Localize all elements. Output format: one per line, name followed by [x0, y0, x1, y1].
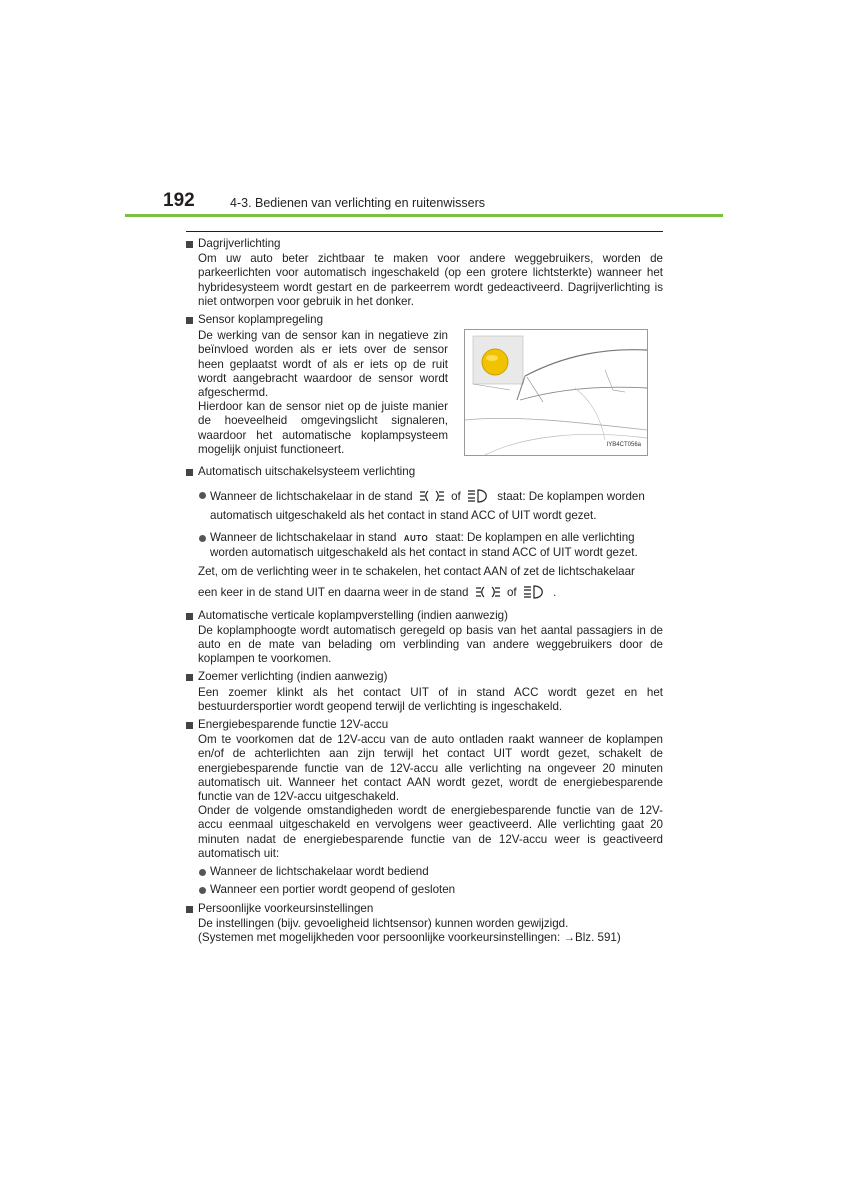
list-item [198, 531, 663, 560]
section-heading: Automatische verticale koplampverstelling (indien aanwezig) [186, 609, 663, 623]
text-line: Zet, om de verlichting weer in te schakelen, het contact AAN of zet de lichtschakelaar [198, 565, 635, 579]
list-item: Wanneer de lichtschakelaar wordt bediend [198, 865, 663, 879]
bullet-text: Wanneer de lichtschakelaar in stand [210, 530, 397, 544]
bullet-text: Wanneer de lichtschakelaar in de stand [210, 490, 413, 504]
section-title: 4-3. Bedienen van verlichting en ruitenwissers [230, 196, 485, 210]
headlight-icon [467, 488, 491, 508]
section-text: Hierdoor kan de sensor niet op de juiste manier de hoeveelheid omgevingslicht signaleren, waardoor het automatische koplampsysteem mogelijk onjuist functioneert. [198, 400, 448, 456]
section-text [198, 584, 663, 604]
section-text: Een zoemer klinkt als het contact UIT of in stand ACC wordt gezet en het bestuurdersportier wordt geopend terwijl de verlichting is ingeschakeld. [198, 685, 663, 713]
section-text: De instellingen (bijv. gevoeligheid lichtsensor) kunnen worden gewijzigd. [198, 916, 569, 930]
section-heading: Dagrijverlichting [186, 237, 663, 251]
section-energiebesparend [186, 718, 663, 897]
tail-light-icon [419, 488, 445, 508]
section-persoonlijke-instellingen [186, 902, 663, 946]
auto-label: AUTO [403, 533, 429, 543]
bullet-text: staat: De koplampen worden [497, 490, 645, 504]
section-zoemer [186, 670, 663, 714]
bullet-text: of [451, 490, 461, 504]
section-heading: Persoonlijke voorkeursinstellingen [186, 902, 663, 916]
content-top-rule [186, 231, 663, 232]
section-heading: Automatisch uitschakelsysteem verlichting [186, 465, 663, 479]
section-heading: Zoemer verlichting (indien aanwezig) [186, 670, 663, 684]
section-text: Om te voorkomen dat de 12V-accu van de auto ontladen raakt wanneer de koplampen en/of de achterlichten aan zijn terwijl het contact UIT wordt gezet, schakelt de energiebesparende functie van de 12V-accu alle verlichting na ongeveer 20 minuten automatisch uit. Wanneer het contact AAN wordt gezet, wordt de energiebesparende functie van de 12V-accu uitgeschakeld. [198, 733, 663, 804]
sensor-layout [186, 327, 663, 457]
section-heading: Sensor koplampregeling [186, 313, 663, 327]
section-heading: Energiebesparende functie 12V-accu [186, 718, 663, 732]
bullet-text: staat: De koplampen en alle verlichting [435, 530, 635, 544]
section-sensor [186, 313, 663, 457]
bullet-text: worden automatisch uitgeschakeld als het contact in stand ACC of UIT wordt gezet. [210, 546, 638, 560]
section-dagrijverlichting [186, 237, 663, 309]
page-content [186, 237, 663, 949]
section-text: De koplamphoogte wordt automatisch geregeld op basis van het aantal passagiers in de auto en de mate van belading om verblinding van andere weggebruikers door de koplampen te voorkomen. [198, 623, 663, 666]
page-number: 192 [163, 190, 195, 211]
windshield-sensor-drawing [465, 330, 647, 455]
text-line: . [553, 586, 557, 600]
header-rule [125, 214, 723, 217]
section-text [198, 565, 663, 579]
section-uitschakelsysteem [186, 465, 663, 604]
list-item [198, 488, 663, 522]
page-reference-link[interactable]: (Systemen met mogelijkheden voor persoonlijke voorkeursinstellingen: →Blz. 591) [198, 930, 621, 944]
list-item: Wanneer een portier wordt geopend of gesloten [198, 883, 663, 897]
section-text: Om uw auto beter zichtbaar te maken voor andere weggebruikers, worden de parkeerlichten voor automatisch ingeschakeld (op een grotere lichtsterkte) wanneer het hybridesysteem wordt gestart en de parkeerrem wordt gedeactiveerd. Dagrijverlichting is niet ontworpen voor gebruik in het donker. [198, 252, 663, 308]
tail-light-icon [475, 584, 501, 604]
bullet-text: automatisch uitgeschakeld als het contact in stand ACC of UIT wordt gezet. [210, 508, 597, 522]
sensor-illustration [464, 329, 648, 456]
section-text: De werking van de sensor kan in negatieve zin beïnvloed worden als er iets over de sensor heen geplaatst wordt of als er iets op de ruit wordt aangebracht waardoor de sensor wordt afgeschermd. [198, 329, 448, 400]
headlight-icon [523, 584, 547, 604]
sensor-text [198, 329, 448, 457]
section-text: Onder de volgende omstandigheden wordt de energiebesparende functie van de 12V-accu eenmaal uitgeschakeld en vervolgens weer geactiveerd. Alle verlichting gaat 20 minuten nadat de energiebesparende functie van de 12V-accu weer is geactiveerd automatisch uit: [198, 804, 663, 860]
figure-code: IYB4CT056a [606, 442, 641, 449]
text-line: een keer in de stand UIT en daarna weer in de stand [198, 586, 469, 600]
text-line: of [506, 586, 517, 600]
section-verticale-koplampverstelling [186, 609, 663, 667]
